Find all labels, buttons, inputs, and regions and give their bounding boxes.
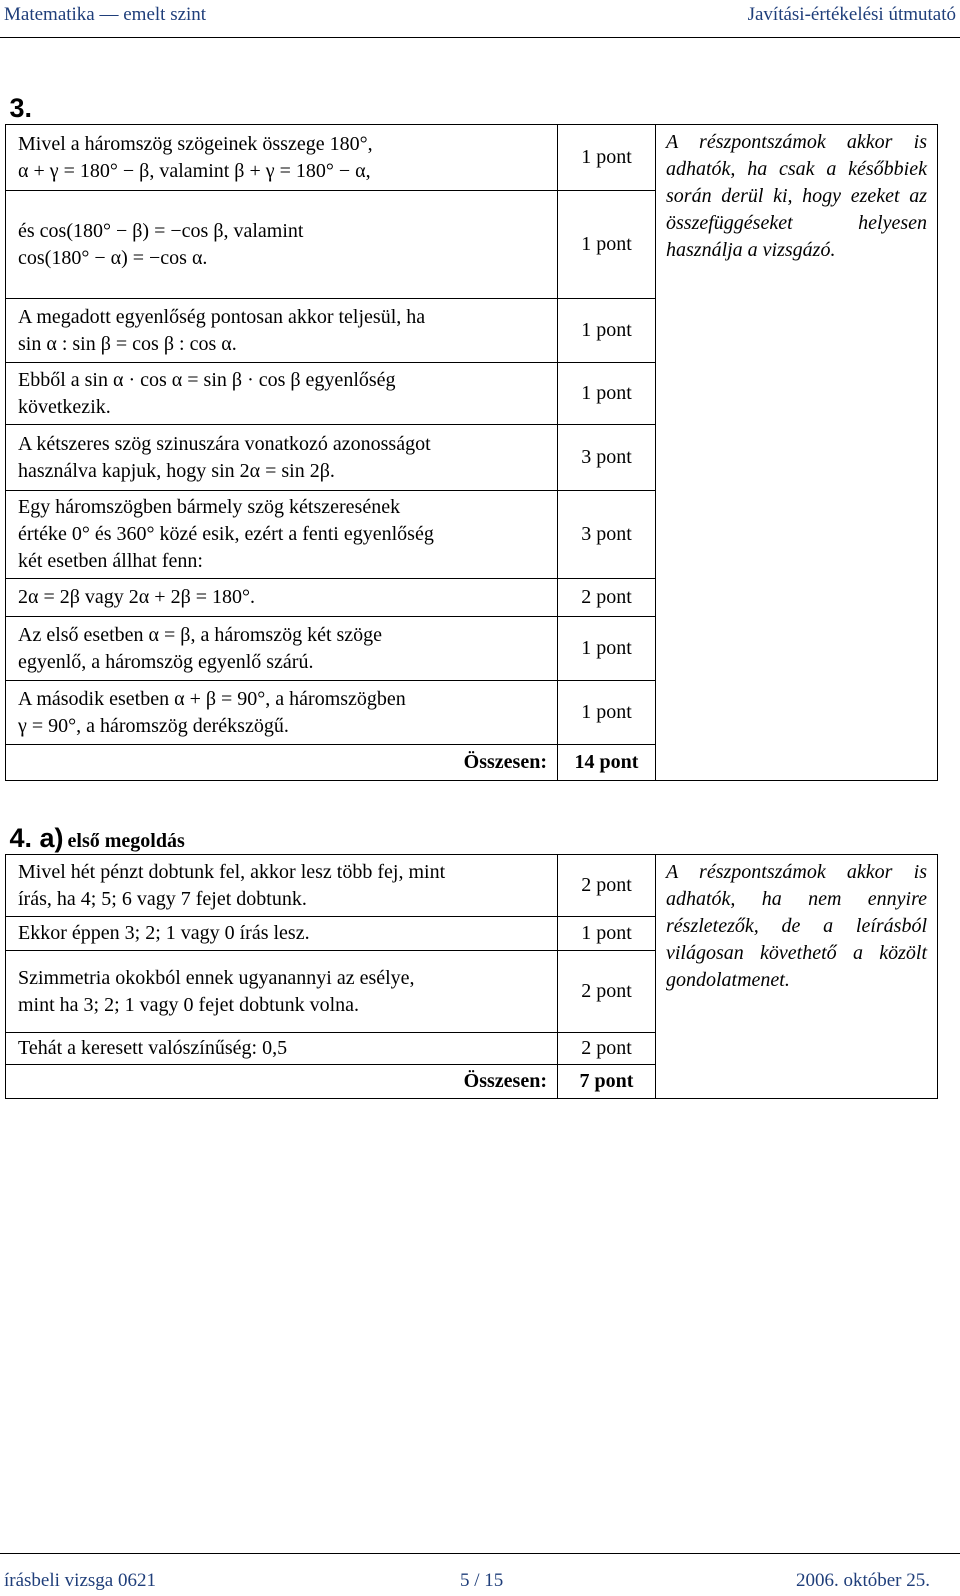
page-header — [0, 0, 960, 38]
q3-row-2: és cos(180° − β) = −cos β, valamint cos(180° − α) = −cos α. — [6, 191, 558, 299]
q4-row-4-points: 2 pont — [558, 1033, 656, 1065]
q3-grading-note: A részpontszámok akkor is adhatók, ha csak a későbbiek során derül ki, hogy ezeket az összefüggéseket helyesen használja a vizsgázó. — [656, 125, 938, 781]
q3-row-6: Egy háromszögben bármely szög kétszeresének értéke 0° és 360° közé esik, ezért a fenti egyenlőség két esetben állhat fenn: — [6, 491, 558, 579]
q3-row-1: Mivel a háromszög szögeinek összege 180°, α + γ = 180° − β, valamint β + γ = 180° − α, — [6, 125, 558, 191]
question-4a-table — [5, 814, 938, 1099]
footer-date: 2006. október 25. — [795, 1570, 930, 1591]
q4-row-3-points: 2 pont — [558, 951, 656, 1033]
header-subject: Matematika — emelt szint — [4, 4, 207, 25]
header-doc-type: Javítási-értékelési útmutató — [747, 4, 956, 25]
page-footer — [0, 1553, 960, 1596]
question-3-heading: 3. — [6, 88, 558, 125]
q3-row-3-points: 1 pont — [558, 299, 656, 363]
q3-row-7-points: 2 pont — [558, 579, 656, 617]
q4-row-2: Ekkor éppen 3; 2; 1 vagy 0 írás lesz. — [6, 917, 558, 951]
q4-row-1-points: 2 pont — [558, 855, 656, 917]
q3-total-points: 14 pont — [558, 745, 656, 781]
q3-row-5-points: 3 pont — [558, 425, 656, 491]
q3-row-5: A kétszeres szög szinuszára vonatkozó azonosságot használva kapjuk, hogy sin 2α = sin 2β. — [6, 425, 558, 491]
q3-row-9-points: 1 pont — [558, 681, 656, 745]
q3-row-7: 2α = 2β vagy 2α + 2β = 180°. — [6, 579, 558, 617]
q3-row-6-points: 3 pont — [558, 491, 656, 579]
q4-row-2-points: 1 pont — [558, 917, 656, 951]
q4-grading-note: A részpontszámok akkor is adhatók, ha nem ennyire részletezők, de a leírásból világosan követhető a közölt gondolatmenet. — [656, 855, 938, 1099]
q3-row-4-points: 1 pont — [558, 363, 656, 425]
q3-row-3: A megadott egyenlőség pontosan akkor teljesül, ha sin α : sin β = cos β : cos α. — [6, 299, 558, 363]
question-3-table — [5, 88, 938, 781]
q3-row-4: Ebből a sin α · cos α = sin β · cos β egyenlőség következik. — [6, 363, 558, 425]
q3-row-8: Az első esetben α = β, a háromszög két szöge egyenlő, a háromszög egyenlő szárú. — [6, 617, 558, 681]
q4-total-points: 7 pont — [558, 1065, 656, 1099]
q4-row-4: Tehát a keresett valószínűség: 0,5 — [6, 1033, 558, 1065]
q3-total-label: Összesen: — [6, 745, 558, 781]
footer-page-number: 5 / 15 — [460, 1570, 504, 1591]
q3-row-8-points: 1 pont — [558, 617, 656, 681]
q3-row-1-points: 1 pont — [558, 125, 656, 191]
q3-row-2-points: 1 pont — [558, 191, 656, 299]
q4-row-3: Szimmetria okokból ennek ugyanannyi az esélye, mint ha 3; 2; 1 vagy 0 fejet dobtunk volna. — [6, 951, 558, 1033]
q4-row-1: Mivel hét pénzt dobtunk fel, akkor lesz több fej, mint írás, ha 4; 5; 6 vagy 7 fejet dobtunk. — [6, 855, 558, 917]
q4-total-label: Összesen: — [6, 1065, 558, 1099]
question-4a-heading: 4. a) első megoldás — [6, 814, 558, 855]
footer-exam-code: írásbeli vizsga 0621 — [4, 1570, 156, 1591]
q3-row-9: A második esetben α + β = 90°, a háromszögben γ = 90°, a háromszög derékszögű. — [6, 681, 558, 745]
